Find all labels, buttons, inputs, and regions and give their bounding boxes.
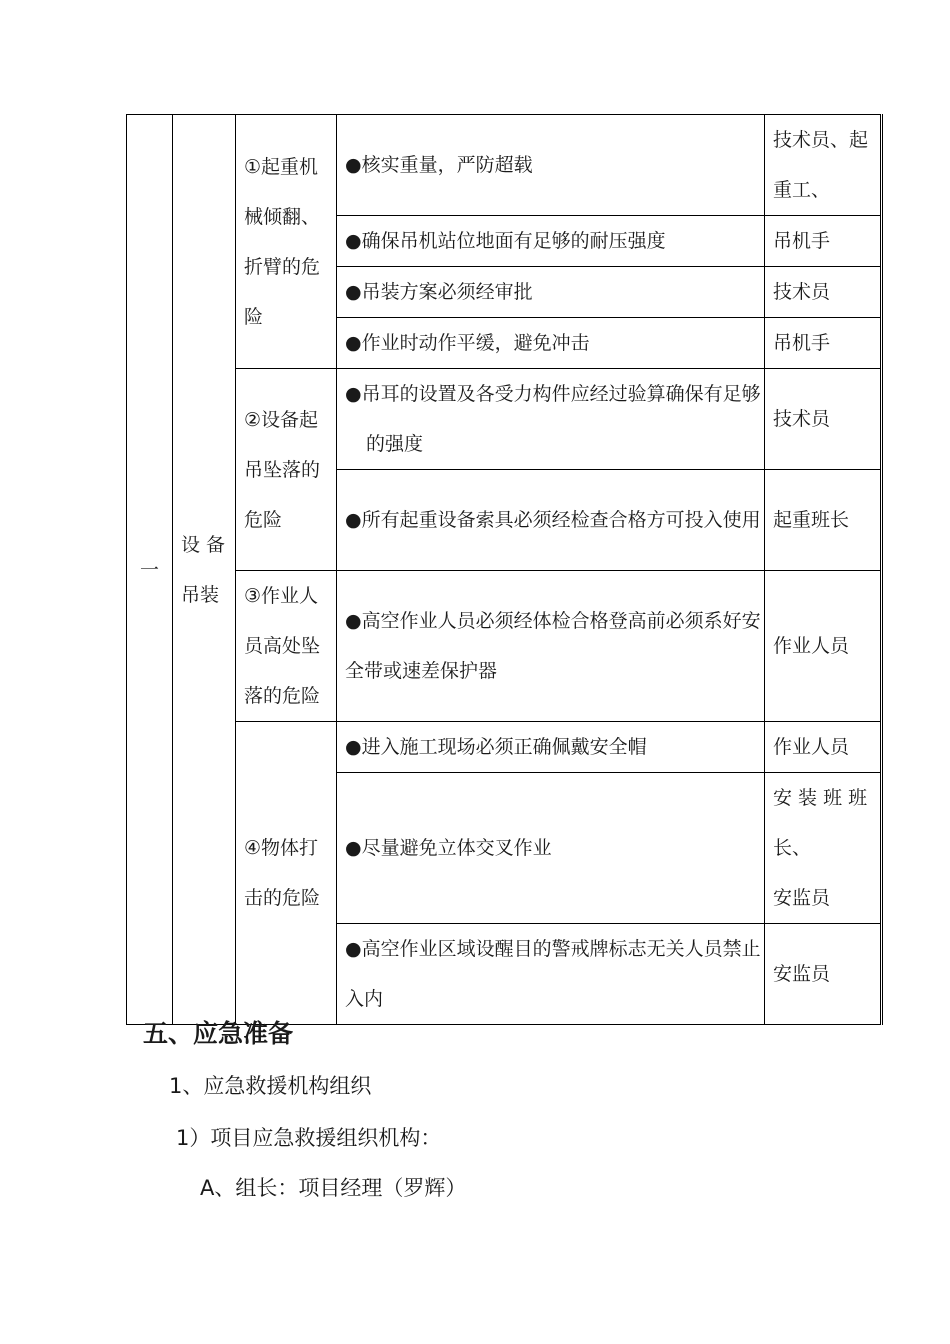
measure-cell: ●进入施工现场必须正确佩戴安全帽 [337,722,765,773]
subheading-project-org: 1）项目应急救援组织机构： [176,1126,442,1150]
subheading-organization: 1、应急救援机构组织 [169,1074,372,1098]
measure-cell: ●作业时动作平缓，避免冲击 [337,318,765,369]
responsible-cell: 技术员、起 重工、 [765,115,882,216]
risk-cell-1: ①起重机 械倾翻、 折臂的危 险 [236,115,337,369]
risk-cell-4: ④物体打 击的危险 [236,722,337,1025]
org-leader-line: A、组长：项目经理（罗辉） [200,1176,467,1200]
risk-control-table [126,114,883,1025]
responsible-cell: 作业人员 [765,571,882,722]
responsible-cell: 吊机手 [765,216,882,267]
responsible-cell: 起重班长 [765,470,882,571]
responsible-cell: 作业人员 [765,722,882,773]
measure-cell: ●高空作业区域设醒目的警戒牌标志无关人员禁止入内 [337,924,765,1025]
measure-cell: ●所有起重设备索具必须经检查合格方可投入使用 [337,470,765,571]
responsible-cell: 安 装 班 班 长、 安监员 [765,773,882,924]
measure-cell: ●确保吊机站位地面有足够的耐压强度 [337,216,765,267]
measure-cell: ●尽量避免立体交叉作业 [337,773,765,924]
measure-cell: ●吊耳的设置及各受力构件应经过验算确保有足够的强度 [337,369,765,470]
category-cell: 设 备 吊装 [173,115,236,1025]
responsible-cell: 吊机手 [765,318,882,369]
risk-cell-2: ②设备起 吊坠落的 危险 [236,369,337,571]
section-heading: 五、应急准备 [143,1019,294,1048]
risk-cell-3: ③作业人 员高处坠 落的危险 [236,571,337,722]
responsible-cell: 技术员 [765,369,882,470]
responsible-cell: 安监员 [765,924,882,1025]
measure-cell: ●核实重量，严防超载 [337,115,765,216]
sequence-cell: 一 [127,115,173,1025]
responsible-cell: 技术员 [765,267,882,318]
measure-cell: ●吊装方案必须经审批 [337,267,765,318]
measure-cell: ●高空作业人员必须经体检合格登高前必须系好安全带或速差保护器 [337,571,765,722]
